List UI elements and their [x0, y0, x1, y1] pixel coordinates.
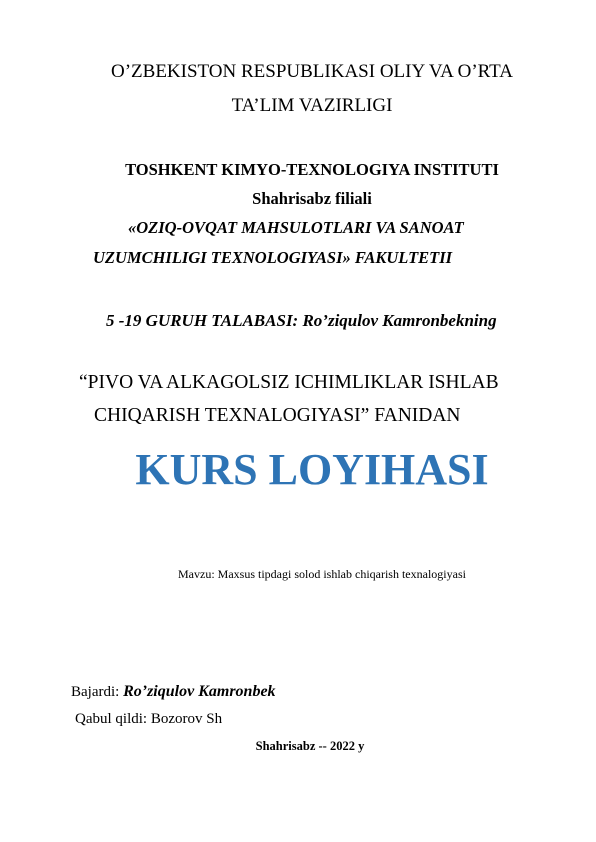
faculty-name-line-2: UZUMCHILIGI TEXNOLOGIYASI» FAKULTETII: [93, 248, 453, 267]
ministry-title-line-1: O’ZBEKISTON RESPUBLIKASI OLIY VA O’RTA: [111, 61, 513, 82]
institute-name: TOSHKENT KIMYO-TEXNOLOGIYA INSTITUTI: [125, 160, 499, 179]
accepted-by-line: Qabul qildi: Bozorov Sh: [75, 711, 223, 727]
branch-name: Shahrisabz filiali: [252, 189, 372, 208]
document-title: KURS LOYIHASI: [135, 445, 489, 494]
performed-by-name: Ro’ziqulov Kamronbek: [123, 683, 276, 700]
topic-line: Mavzu: Maxsus tipdagi solod ishlab chiqarish texnalogiyasi: [178, 567, 466, 581]
subject-line-1: “PIVO VA ALKAGOLSIZ ICHIMLIKLAR ISHLAB: [79, 372, 499, 393]
performed-by-line: [71, 684, 276, 700]
faculty-name-line-1: «OZIQ-OVQAT MAHSULOTLARI VA SANOAT: [128, 218, 464, 237]
student-group-line: 5 -19 GURUH TALABASI: Ro’ziqulov Kamronbekning: [106, 311, 497, 330]
performed-by-label: Bajardi:: [71, 684, 124, 700]
city-year-line: Shahrisabz -- 2022 y: [255, 739, 365, 753]
ministry-title-line-2: TA’LIM VAZIRLIGI: [231, 95, 393, 116]
subject-line-2: CHIQARISH TEXNALOGIYASI” FANIDAN: [94, 405, 461, 426]
